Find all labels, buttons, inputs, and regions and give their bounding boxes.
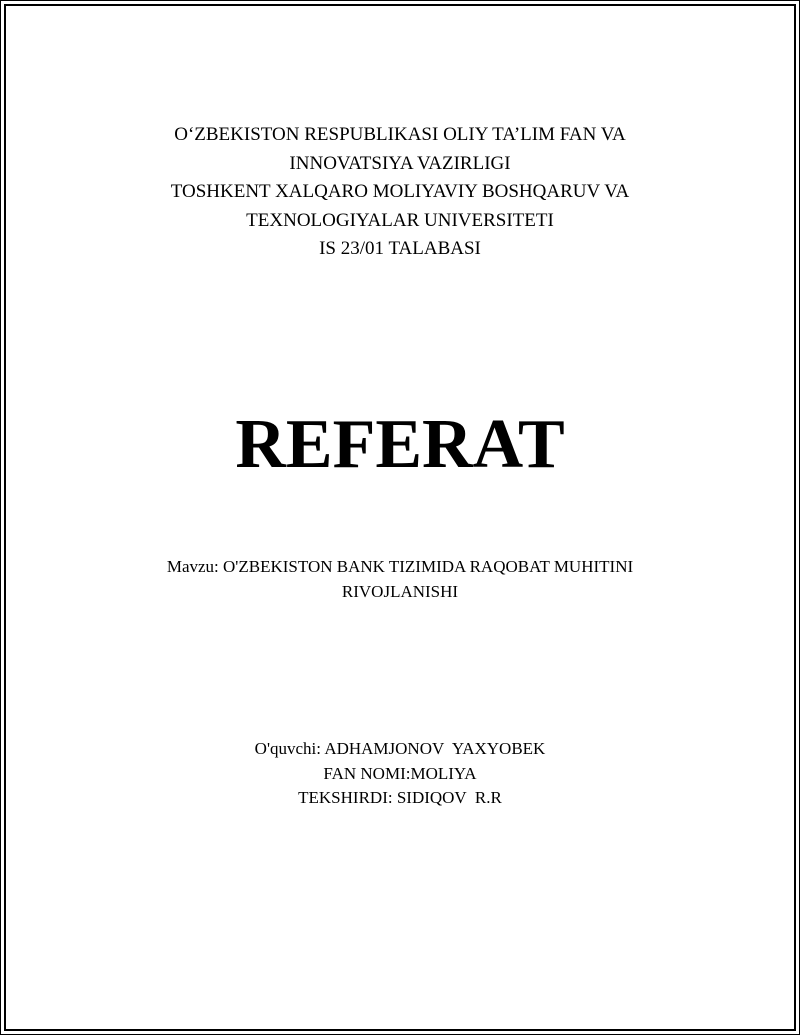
document-title: REFERAT (235, 406, 565, 483)
institution-header (0, 121, 800, 264)
header-line-university-1: TOSHKENT XALQARO MOLIYAVIY BOSHQARUV VA (170, 181, 630, 202)
header-line-ministry-1: O‘ZBEKISTON RESPUBLIKASI OLIY TA’LIM FAN VA (174, 124, 626, 145)
checker-line: TEKSHIRDI: SIDIQOV R.R (298, 788, 502, 807)
student-line: O'quvchi: ADHAMJONOV YAXYOBEK (254, 739, 546, 758)
header-line-group: IS 23/01 TALABASI (319, 238, 481, 259)
topic-line-1: Mavzu: O'ZBEKISTON BANK TIZIMIDA RAQOBAT MUHITINI (166, 557, 634, 576)
topic-block (0, 555, 800, 604)
subject-line: FAN NOMI:MOLIYA (323, 763, 477, 783)
author-info-block (0, 737, 800, 811)
topic-line-2: RIVOJLANISHI (341, 581, 459, 601)
header-line-university-2: TEXNOLOGIYALAR UNIVERSITETI (246, 209, 554, 231)
header-line-ministry-2: INNOVATSIYA VAZIRLIGI (289, 152, 511, 174)
